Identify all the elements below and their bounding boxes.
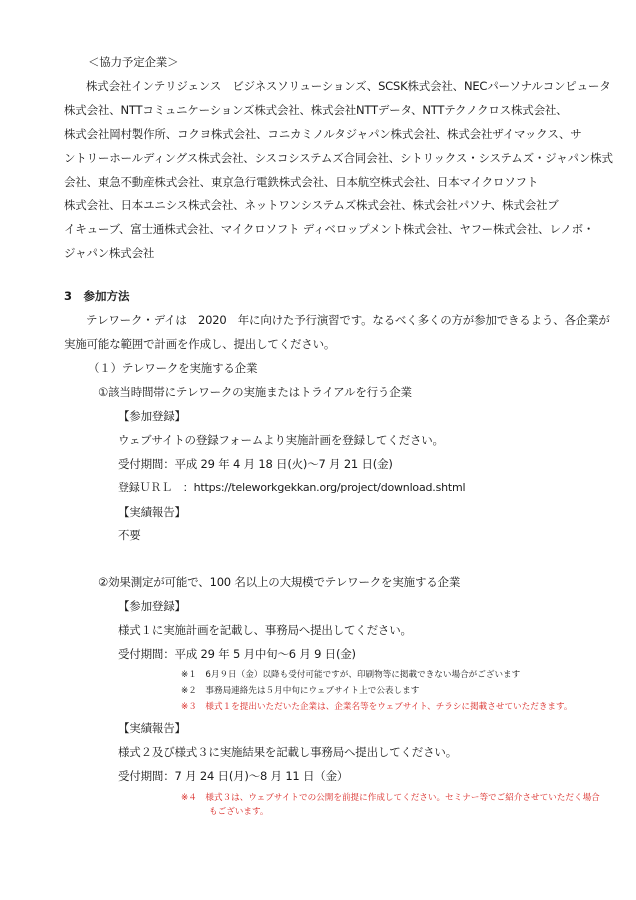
subsection-title: （１）テレワークを実施する企業 <box>88 361 258 375</box>
section-heading: 3 参加方法 <box>64 289 130 303</box>
partners-heading: ＜協力予定企業＞ <box>88 55 179 69</box>
item2-report-period: 受付期間：7 月 24 日(月)～8 月 11 日（金） <box>118 769 349 783</box>
item2-registration-text: 様式１に実施計画を記載し、事務局へ提出してください。 <box>118 623 412 637</box>
partners-line: ントリーホールディングス株式会社、シスコシステムズ合同会社、シトリックス・システムズ・ジャパン株式 <box>64 151 613 165</box>
item2-report-text: 様式２及び様式３に実施結果を記載し事務局へ提出してください。 <box>118 745 457 759</box>
note-1: ※１ 6月９日（金）以降も受付可能ですが、印刷物等に掲載できない場合がございます <box>181 670 521 680</box>
partners-line: 会社、東急不動産株式会社、東京急行電鉄株式会社、日本航空株式会社、日本マイクロソフト <box>64 175 539 189</box>
item1-registration-url: 登録ＵＲＬ ：https://teleworkgekkan.org/project/download.shtml <box>118 481 466 494</box>
item1-report-text: 不要 <box>118 528 141 542</box>
partners-line: 株式会社、NTTコミュニケーションズ株式会社、株式会社NTTデータ、NTTテクノクロス株式会社、 <box>64 103 568 117</box>
item1-period: 受付期間：平成 29 年 4 月 18 日(火)～7 月 21 日(金) <box>118 457 393 471</box>
item2-period: 受付期間：平成 29 年 5 月中旬～6 月 9 日(金) <box>118 647 356 661</box>
partners-line: ジャパン株式会社 <box>64 246 155 260</box>
item2-report-label: 【実績報告】 <box>118 721 186 735</box>
partners-line: 株式会社岡村製作所、コクヨ株式会社、コニカミノルタジャパン株式会社、株式会社ザイマックス、サ <box>64 127 582 141</box>
intro-line: テレワーク・デイは 2020 年に向けた予行演習です。なるべく多くの方が参加できるよう、各企業が <box>86 313 610 327</box>
item1-registration-label: 【参加登録】 <box>118 409 186 423</box>
item2-registration-label: 【参加登録】 <box>118 599 186 613</box>
item2-title: ②効果測定が可能で、100 名以上の大規模でテレワークを実施する企業 <box>98 575 461 589</box>
item1-registration-text: ウェブサイトの登録フォームより実施計画を登録してください。 <box>118 433 444 447</box>
item1-report-label: 【実績報告】 <box>118 505 186 519</box>
note-4-line: もございます。 <box>209 807 269 817</box>
note-4-line: ※４ 様式３は、ウェブサイトでの公開を前提に作成してください。セミナー等でご紹介させていただく場合 <box>181 793 600 803</box>
partners-line: 株式会社インテリジェンス ビジネスソリューションズ、SCSK株式会社、NECパーソナルコンピュータ <box>86 79 611 93</box>
note-3: ※３ 様式１を提出いただいた企業は、企業名等をウェブサイト、チラシに掲載させていただきます。 <box>181 702 573 712</box>
item1-title: ①該当時間帯にテレワークの実施またはトライアルを行う企業 <box>98 385 412 399</box>
note-2: ※２ 事務局連絡先は５月中旬にウェブサイト上で公表します <box>181 686 420 696</box>
partners-line: 株式会社、日本ユニシス株式会社、ネットワンシステムズ株式会社、株式会社パソナ、株式会社ブ <box>64 198 559 212</box>
intro-line: 実施可能な範囲で計画を作成し、提出してください。 <box>64 337 336 351</box>
partners-line: イキューブ、富士通株式会社、マイクロソフト ディベロップメント株式会社、ヤフー株式会社、レノボ・ <box>64 222 595 236</box>
